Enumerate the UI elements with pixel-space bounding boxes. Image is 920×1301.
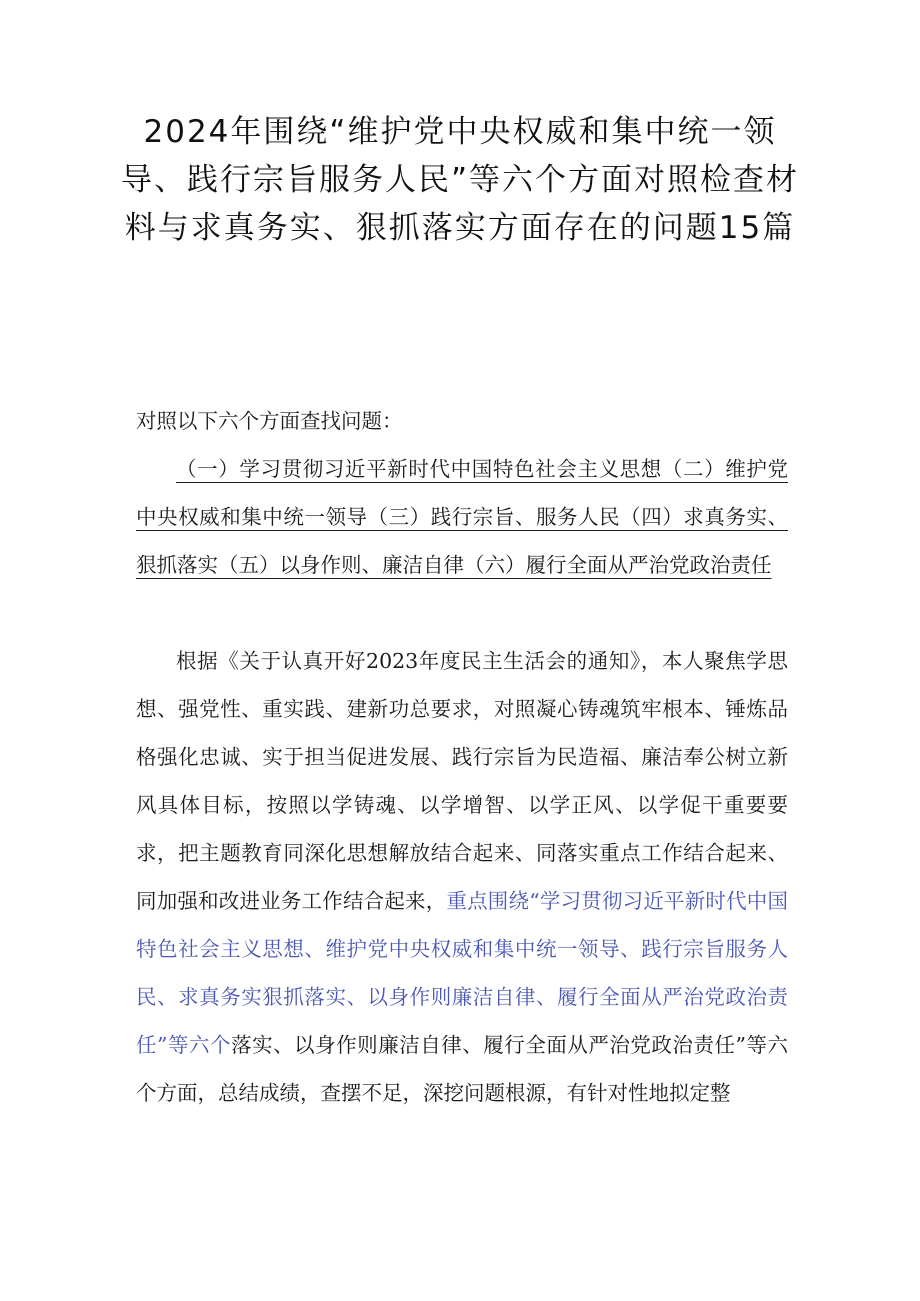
highlighted-text: 重点围绕“学习贯彻习近平新时代中国特色社会主义思想、维护党中央权威和集中统一领导、践行宗旨服务人民、求真务实狠抓落实、以身作则廉洁自律、履行全面从严治党政治责任”等六个 [136,889,789,1057]
six-aspects-list: （一）学习贯彻习近平新时代中国特色社会主义思想（二）维护党中央权威和集中统一领导（三）践行宗旨、服务人民（四）求真务实、狠抓落实（五）以身作则、廉洁自律（六）履行全面从严治党政治责任 [136,457,788,577]
body-paragraph [136,637,788,1117]
paragraph-text-part2: 落实、以身作则廉洁自律、履行全面从严治党政治责任”等六个方面，总结成绩，查摆不足，深挖问题根源，有针对性地拟定整 [136,1033,789,1105]
paragraph-text-part1: 根据《关于认真开好2023年度民主生活会的通知》，本人聚焦学思想、强党性、重实践、建新功总要求，对照凝心铸魂筑牢根本、锤炼品格强化忠诚、实于担当促进发展、践行宗旨为民造福、廉洁奉公树立新风具体目标，按照以学铸魂、以学增智、以学正风、以学促干重要要求，把主题教育同深化思想解放结合起来、同落实重点工作结合起来、同加强和改进业务工作结合起来， [136,649,788,913]
document-title: 2024年围绕“维护党中央权威和集中统一领导、践行宗旨服务人民”等六个方面对照检查材料与求真务实、狠抓落实方面存在的问题15篇 [120,114,800,246]
intro-line: 对照以下六个方面查找问题： [136,409,403,433]
